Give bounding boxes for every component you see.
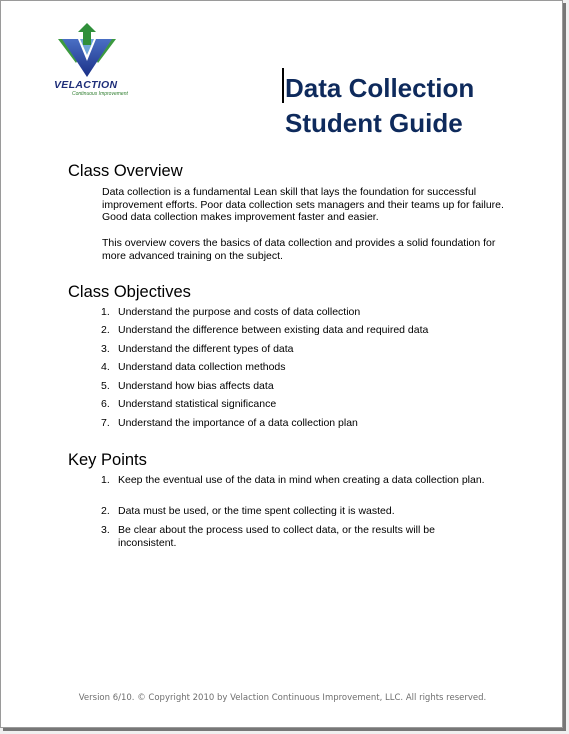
objective-text: Understand statistical significance [118,398,277,410]
key-points-heading: Key Points [68,451,147,469]
key-point-text: Keep the eventual use of the data in mind when creating a data collection plan. [118,474,485,486]
key-point-text: Be clear about the process used to collect data, or the results will be inconsistent. [118,524,435,549]
velaction-logo [51,23,141,99]
objective-item [101,380,491,393]
key-point-number: 3. [101,524,110,536]
objective-item [101,306,491,319]
objective-text: Understand the difference between existing data and required data [118,324,429,336]
key-point-item [101,505,491,518]
overview-paragraph-2: This overview covers the basics of data collection and provides a solid foundation for more advanced training on the subject. [102,237,496,262]
velaction-v-arrow-icon [56,23,118,79]
title-line-2: Student Guide [285,108,463,138]
objective-item [101,324,491,337]
objective-text: Understand the different types of data [118,343,294,355]
title-divider [282,68,284,103]
objective-text: Understand the purpose and costs of data collection [118,306,361,318]
overview-heading: Class Overview [68,162,183,180]
objective-number: 7. [101,417,110,429]
overview-paragraph-1: Data collection is a fundamental Lean skill that lays the foundation for successful improvement efforts. Poor data collection sets managers and their teams up for failure. Good data collection makes improvement faster and easier. [102,186,504,223]
key-point-text: Data must be used, or the time spent collecting it is wasted. [118,505,395,517]
document-title [285,71,474,141]
key-point-item [101,474,491,487]
objective-number: 1. [101,306,110,318]
copyright-footer: Version 6/10. © Copyright 2010 by Velaction Continuous Improvement, LLC. All rights reserved. [78,693,487,703]
key-point-number: 1. [101,474,110,486]
objectives-heading: Class Objectives [68,283,191,301]
key-point-number: 2. [101,505,110,517]
objective-number: 2. [101,324,110,336]
objective-number: 3. [101,343,110,355]
objective-item [101,398,491,411]
objective-text: Understand how bias affects data [118,380,274,392]
logo-wordmark: VELACTION [54,79,118,91]
objective-text: Understand the importance of a data collection plan [118,417,358,429]
objective-item [101,417,491,430]
objective-number: 6. [101,398,110,410]
objective-text: Understand data collection methods [118,361,286,373]
objective-item [101,361,491,374]
title-line-1: Data Collection [285,73,475,103]
objective-item [101,343,491,356]
objective-number: 5. [101,380,110,392]
objective-number: 4. [101,361,110,373]
logo-tagline: Continuous Improvement [72,91,128,97]
key-point-item [101,524,491,549]
